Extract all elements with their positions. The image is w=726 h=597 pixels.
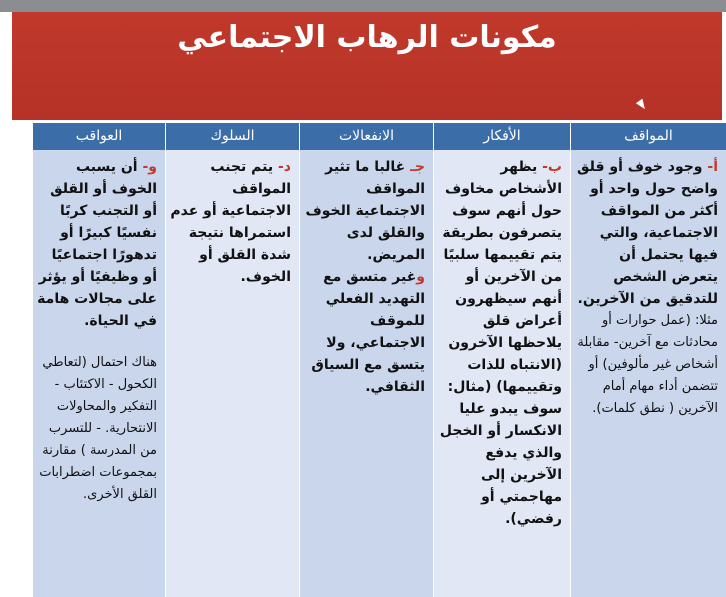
left-margin: [0, 120, 32, 597]
components-table: [32, 123, 726, 597]
mouse-cursor-icon: [636, 99, 648, 112]
table-header-row: [32, 123, 726, 150]
item-marker: د-: [278, 159, 291, 175]
cell-text: أن يسبب الخوف أو القلق أو التجنب كربًا نفسيًا كبيرًا أو تدهورًا اجتماعيًا أو وظيفيًا أو يؤثر على مجالات هامة في الحياة.: [37, 159, 157, 329]
cell-thoughts: [433, 150, 570, 597]
item-marker: و-: [142, 159, 157, 175]
top-strip: [0, 0, 726, 12]
header-consequences: العواقب: [32, 123, 165, 150]
cell-emotions: [299, 150, 433, 597]
cell-behavior: [165, 150, 299, 597]
item-marker: جـ: [410, 159, 425, 175]
header-thoughts: الأفكار: [433, 123, 570, 150]
cell-extra-text: مثلا: (عمل حوارات أو محادثات مع آخرين- مقابلة أشخاص غير مألوفين) أو تتضمن أداء مهام أمام الآخرين ( نطق كلمات).: [577, 313, 718, 416]
item-marker-2: و: [416, 269, 425, 285]
cell-extra-text: غير متسق مع التهديد الفعلي للموقف الاجتماعي، ولا يتسق مع السياق الثقافي.: [311, 269, 425, 395]
header-situations: المواقف: [570, 123, 726, 150]
header-behavior: السلوك: [165, 123, 299, 150]
cell-situations: [570, 150, 726, 597]
header-emotions: الانفعالات: [299, 123, 433, 150]
title-banner: [12, 12, 722, 120]
slide-title: مكونات الرهاب الاجتماعي: [177, 20, 557, 55]
cell-text: غالبا ما تثير المواقف الاجتماعية الخوف والقلق لدى المريض.: [305, 159, 425, 263]
cell-text: وجود خوف أو قلق واضح حول واحد أو أكثر من المواقف الاجتماعية، والتي فيها يحتمل أن يتعرض الشخص للتدقيق من الآخرين.: [577, 159, 718, 307]
cell-consequences: [32, 150, 165, 597]
item-marker: أ-: [707, 159, 718, 175]
cell-text: يتم تجنب المواقف الاجتماعية أو عدم استمراها نتيجة شدة القلق أو الخوف.: [170, 159, 291, 285]
cell-text: يظهر الأشخاص مخاوف حول أنهم سوف يتصرفون بطريقة يتم تقييمها سلبيًا من الآخرين أو أنهم سيظهرون أعراض قلق يلاحظها الآخرون (الانتباه للذات وتقييمها) (مثال: سوف يبدو عليا الانكسار أو الخجل والذي يدفع الآخرين إلى مهاجمتي أو رفضي).: [439, 159, 562, 527]
cell-extra-text: هناك احتمال (لتعاطي الكحول - الاكتئاب - التفكير والمحاولات الانتحارية. - للتسرب من المدرسة ) مقارنة بمجموعات اضطرابات القلق الأخرى.: [39, 355, 157, 502]
item-marker: ب-: [542, 159, 562, 175]
table-body-row: [32, 150, 726, 597]
